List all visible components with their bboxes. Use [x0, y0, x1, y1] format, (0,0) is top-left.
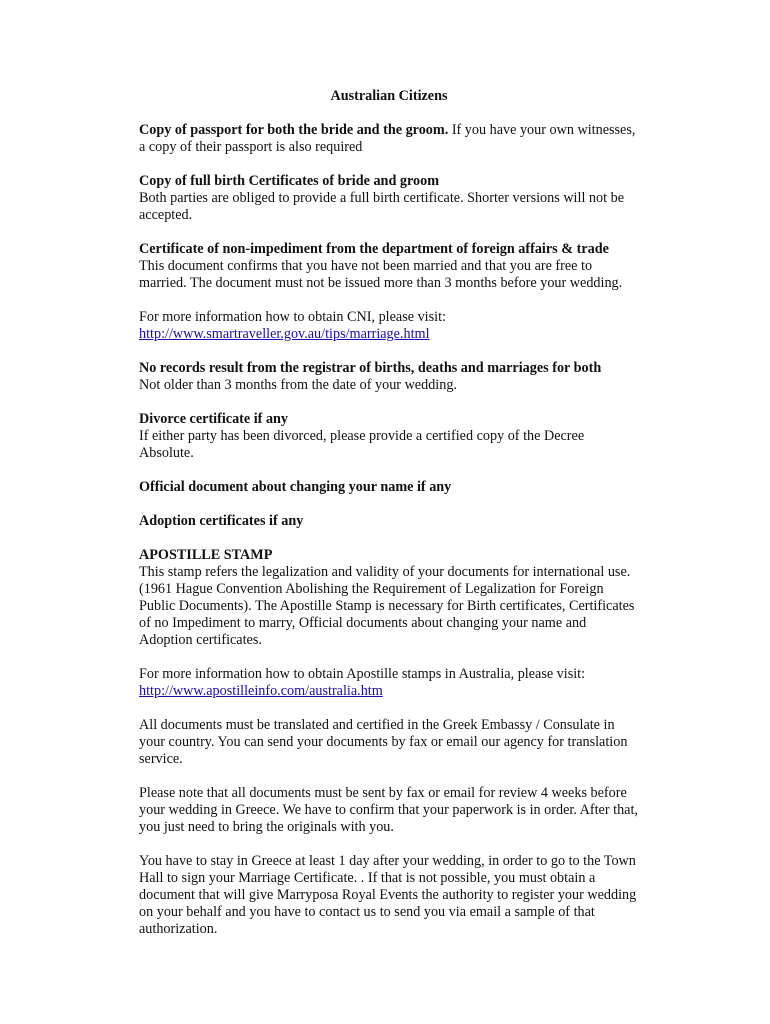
- cni-heading: Certificate of non-impediment from the department of foreign affairs & trade: [139, 241, 609, 257]
- apostille-info-text: For more information how to obtain Apostille stamps in Australia, please visit:: [139, 666, 586, 682]
- passport-section: [139, 122, 639, 156]
- apostille-text: This stamp refers the legalization and validity of your documents for international use. (1961 Hague Convention Abolishing the Requirement of Legalization for Foreign Public Documents). The Apostille Stamp is necessary for Birth certificates, Certificates of no Impediment to marry, Official documents about changing your name and Adoption certificates.: [139, 564, 635, 648]
- divorce-text: If either party has been divorced, please provide a certified copy of the Decree Absolute.: [139, 428, 585, 461]
- document-page: [139, 88, 639, 955]
- apostille-link[interactable]: http://www.apostilleinfo.com/australia.htm: [139, 683, 383, 699]
- birth-certificate-heading: Copy of full birth Certificates of bride and groom: [139, 173, 440, 189]
- cni-section: [139, 241, 639, 292]
- apostille-heading: APOSTILLE STAMP: [139, 547, 273, 563]
- translation-paragraph: All documents must be translated and certified in the Greek Embassy / Consulate in your country. You can send your documents by fax or email our agency for translation service.: [139, 717, 628, 767]
- cni-text: This document confirms that you have not been married and that you are free to married. The document must not be issued more than 3 months before your wedding.: [139, 258, 623, 291]
- records-heading: No records result from the registrar of births, deaths and marriages for both: [139, 360, 602, 376]
- adoption-section: [139, 513, 639, 530]
- divorce-section: [139, 411, 639, 462]
- cni-info-text: For more information how to obtain CNI, please visit:: [139, 309, 446, 325]
- cni-info-section: [139, 309, 639, 343]
- birth-certificate-text: Both parties are obliged to provide a full birth certificate. Shorter versions will not be accepted.: [139, 190, 625, 223]
- name-change-heading: Official document about changing your name if any: [139, 479, 452, 495]
- birth-certificate-section: [139, 173, 639, 224]
- document-title: Australian Citizens: [330, 88, 448, 104]
- apostille-info-section: [139, 666, 639, 700]
- records-text: Not older than 3 months from the date of your wedding.: [139, 377, 457, 393]
- stay-paragraph: You have to stay in Greece at least 1 day after your wedding, in order to go to the Town Hall to sign your Marriage Certificate. . If that is not possible, you must obtain a document that will give Marryposa Royal Events the authority to register your wedding on your behalf and you have to contact us to send you via email a sample of that authorization.: [139, 853, 637, 937]
- passport-text: If you have your own witnesses, a copy of their passport is also required: [139, 122, 636, 155]
- divorce-heading: Divorce certificate if any: [139, 411, 289, 427]
- passport-heading: Copy of passport for both the bride and the groom.: [139, 122, 449, 138]
- name-change-section: [139, 479, 639, 496]
- records-section: [139, 360, 639, 394]
- review-paragraph: Please note that all documents must be sent by fax or email for review 4 weeks before your wedding in Greece. We have to confirm that your paperwork is in order. After that, you just need to bring the originals with you.: [139, 785, 638, 835]
- cni-link[interactable]: http://www.smartraveller.gov.au/tips/marriage.html: [139, 326, 430, 342]
- adoption-heading: Adoption certificates if any: [139, 513, 304, 529]
- apostille-section: [139, 547, 639, 649]
